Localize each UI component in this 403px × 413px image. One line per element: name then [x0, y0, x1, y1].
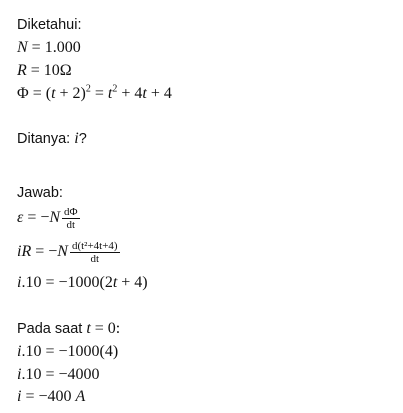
step5	[17, 367, 100, 383]
asked-var: i	[74, 130, 79, 147]
phi-eq: = (	[28, 85, 52, 102]
asked-label: Ditanya:	[17, 131, 75, 147]
emf-symbol: ε	[17, 209, 24, 227]
phi-sup: 2	[85, 83, 91, 95]
step2-fraction	[70, 240, 120, 265]
condition-rest: = 0:	[90, 320, 121, 337]
step4-i: i	[17, 343, 22, 360]
phi-plus: + 4	[117, 85, 143, 102]
step4	[17, 344, 118, 360]
step1	[17, 206, 80, 231]
phi-t1: t	[51, 85, 56, 102]
step2-r: R	[21, 243, 32, 261]
result	[17, 389, 85, 405]
step5-i: i	[17, 366, 22, 383]
condition-line	[17, 321, 120, 337]
asked-mark: ?	[78, 131, 87, 147]
step3	[17, 275, 148, 291]
step5-rest: .10 = −4000	[21, 366, 100, 383]
phi-t2: t	[107, 85, 113, 102]
result-rest: = −400	[21, 388, 76, 405]
step2-eq: = −	[31, 243, 58, 261]
result-unit: A	[75, 388, 86, 405]
step1-fraction	[62, 206, 80, 231]
phi-eq2: =	[90, 85, 108, 102]
condition-t: t	[86, 320, 91, 337]
r-value: = 10Ω	[26, 62, 72, 79]
condition-label: Pada saat	[17, 321, 87, 337]
given-n	[17, 40, 81, 56]
phi-sup2: 2	[112, 83, 118, 95]
phi-end: + 4	[146, 85, 172, 102]
step2	[17, 240, 120, 265]
given-phi	[17, 83, 172, 102]
step2-num: d(t²+4t+4)	[71, 240, 118, 252]
step3-i: i	[17, 274, 22, 291]
step1-n: N	[49, 209, 61, 227]
step2-i: i	[17, 243, 22, 261]
step1-eq: = −	[23, 209, 50, 227]
var-phi: Φ	[17, 85, 29, 102]
step1-num: dΦ	[64, 206, 78, 218]
var-n: N	[17, 39, 28, 56]
step4-rest: .10 = −1000(4)	[21, 343, 119, 360]
var-r: R	[17, 62, 27, 79]
phi-mid: + 2)	[55, 85, 86, 102]
answer-heading: Jawab:	[17, 185, 63, 201]
step2-den: dt	[90, 253, 100, 265]
result-i: i	[17, 388, 22, 405]
step3-t: t	[112, 274, 118, 291]
step2-n: N	[57, 243, 68, 261]
step3-rest: .10 = −1000(2	[21, 274, 113, 291]
step3-end: + 4)	[117, 274, 148, 291]
n-value: = 1.000	[27, 39, 81, 56]
given-heading: Diketahui:	[17, 17, 82, 33]
asked-line	[17, 131, 87, 147]
step1-den: dt	[66, 219, 76, 231]
phi-t3: t	[142, 85, 147, 102]
given-r	[17, 63, 72, 79]
